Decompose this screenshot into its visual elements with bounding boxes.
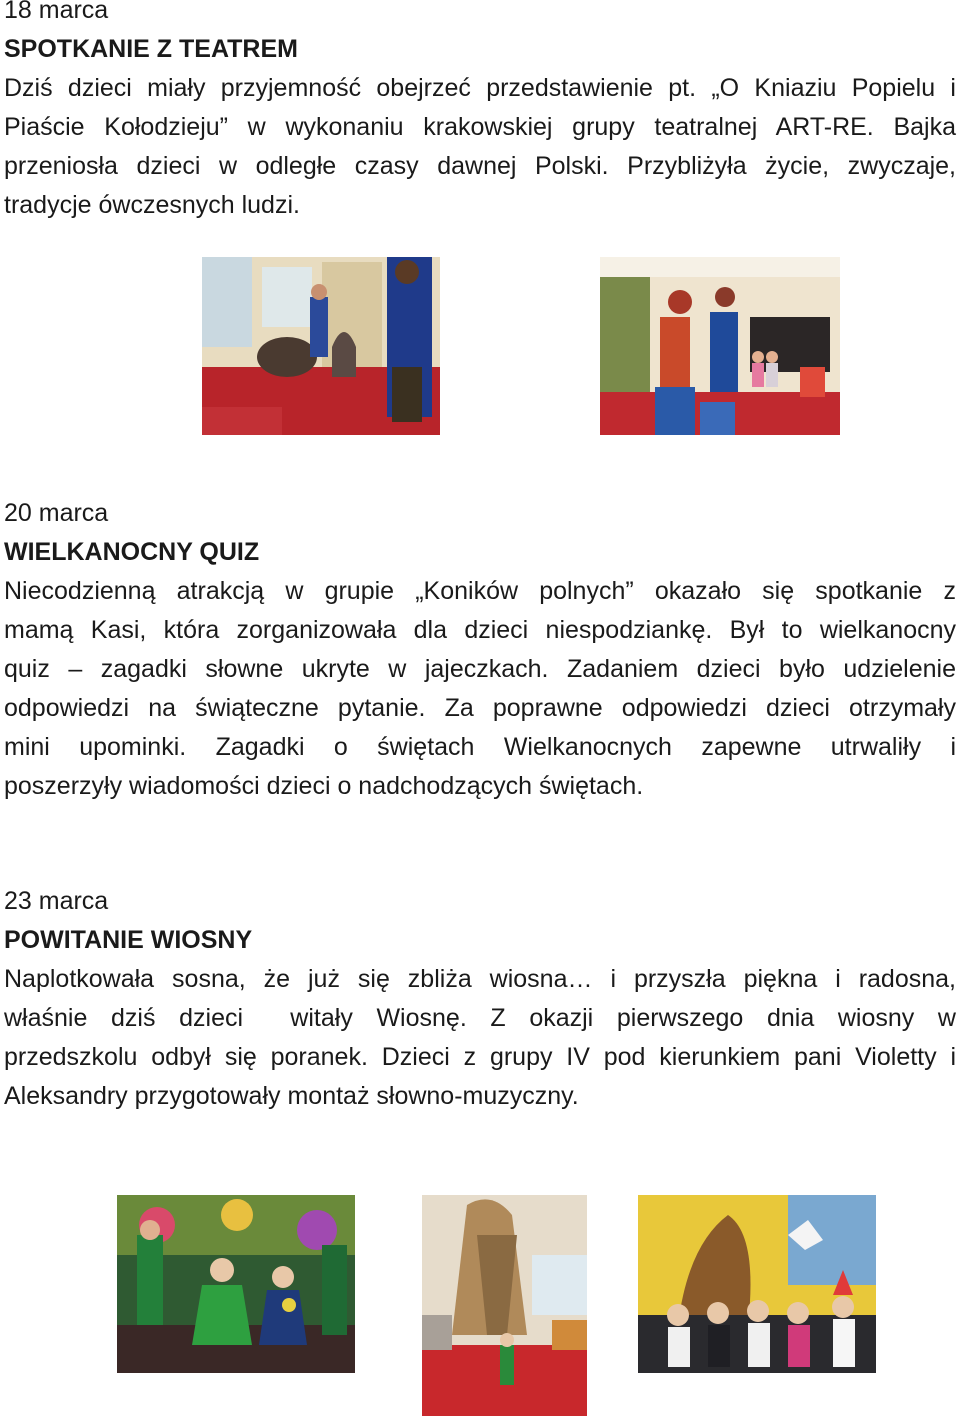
paragraph-line: właśnie dziś dzieci witały Wiosnę. Z okazji pierwszego dnia wiosny w (4, 1004, 956, 1032)
paragraph-line: mamą Kasi, która zorganizowała dla dzieci niespodziankę. Był to wielkanocny (4, 616, 956, 644)
spring-photo-2 (422, 1195, 587, 1416)
section-title: SPOTKANIE Z TEATREM (4, 35, 298, 63)
section-title: POWITANIE WIOSNY (4, 926, 253, 954)
section-title: WIELKANOCNY QUIZ (4, 538, 260, 566)
paragraph-line: tradycje ówczesnych ludzi. (4, 191, 300, 219)
paragraph-line: odpowiedzi na świąteczne pytanie. Za poprawne odpowiedzi dzieci otrzymały (4, 694, 956, 722)
paragraph-line: Naplotkowała sosna, że już się zbliża wiosna… i przyszła piękna i radosna, (4, 965, 956, 993)
spring-photo-1 (117, 1195, 355, 1373)
paragraph-line: Dziś dzieci miały przyjemność obejrzeć przedstawienie pt. „O Kniaziu Popielu i (4, 74, 956, 102)
paragraph-line: poszerzyły wiadomości dzieci o nadchodzących świętach. (4, 772, 644, 800)
paragraph-line: Niecodzienną atrakcją w grupie „Koników polnych” okazało się spotkanie z (4, 577, 956, 605)
paragraph-line: przedszkolu odbył się poranek. Dzieci z grupy IV pod kierunkiem pani Violetty i (4, 1043, 956, 1071)
paragraph-line: quiz – zagadki słowne ukryte w jajeczkach. Zadaniem dzieci było udzielenie (4, 655, 956, 683)
paragraph-line: przeniosła dzieci w odległe czasy dawnej Polski. Przybliżyła życie, zwyczaje, (4, 152, 956, 180)
paragraph-line: Piaście Kołodzieju” w wykonaniu krakowskiej grupy teatralnej ART-RE. Bajka (4, 113, 956, 141)
spring-photo-3 (638, 1195, 876, 1373)
section-date: 20 marca (4, 499, 109, 527)
theatre-photo-2 (600, 257, 840, 435)
section-date: 18 marca (4, 0, 109, 24)
paragraph-line: mini upominki. Zagadki o świętach Wielkanocnych zapewne utrwaliły i (4, 733, 956, 761)
paragraph-line: Aleksandry przygotowały montaż słowno-muzyczny. (4, 1082, 579, 1110)
theatre-photo-1 (202, 257, 440, 435)
section-date: 23 marca (4, 887, 109, 915)
